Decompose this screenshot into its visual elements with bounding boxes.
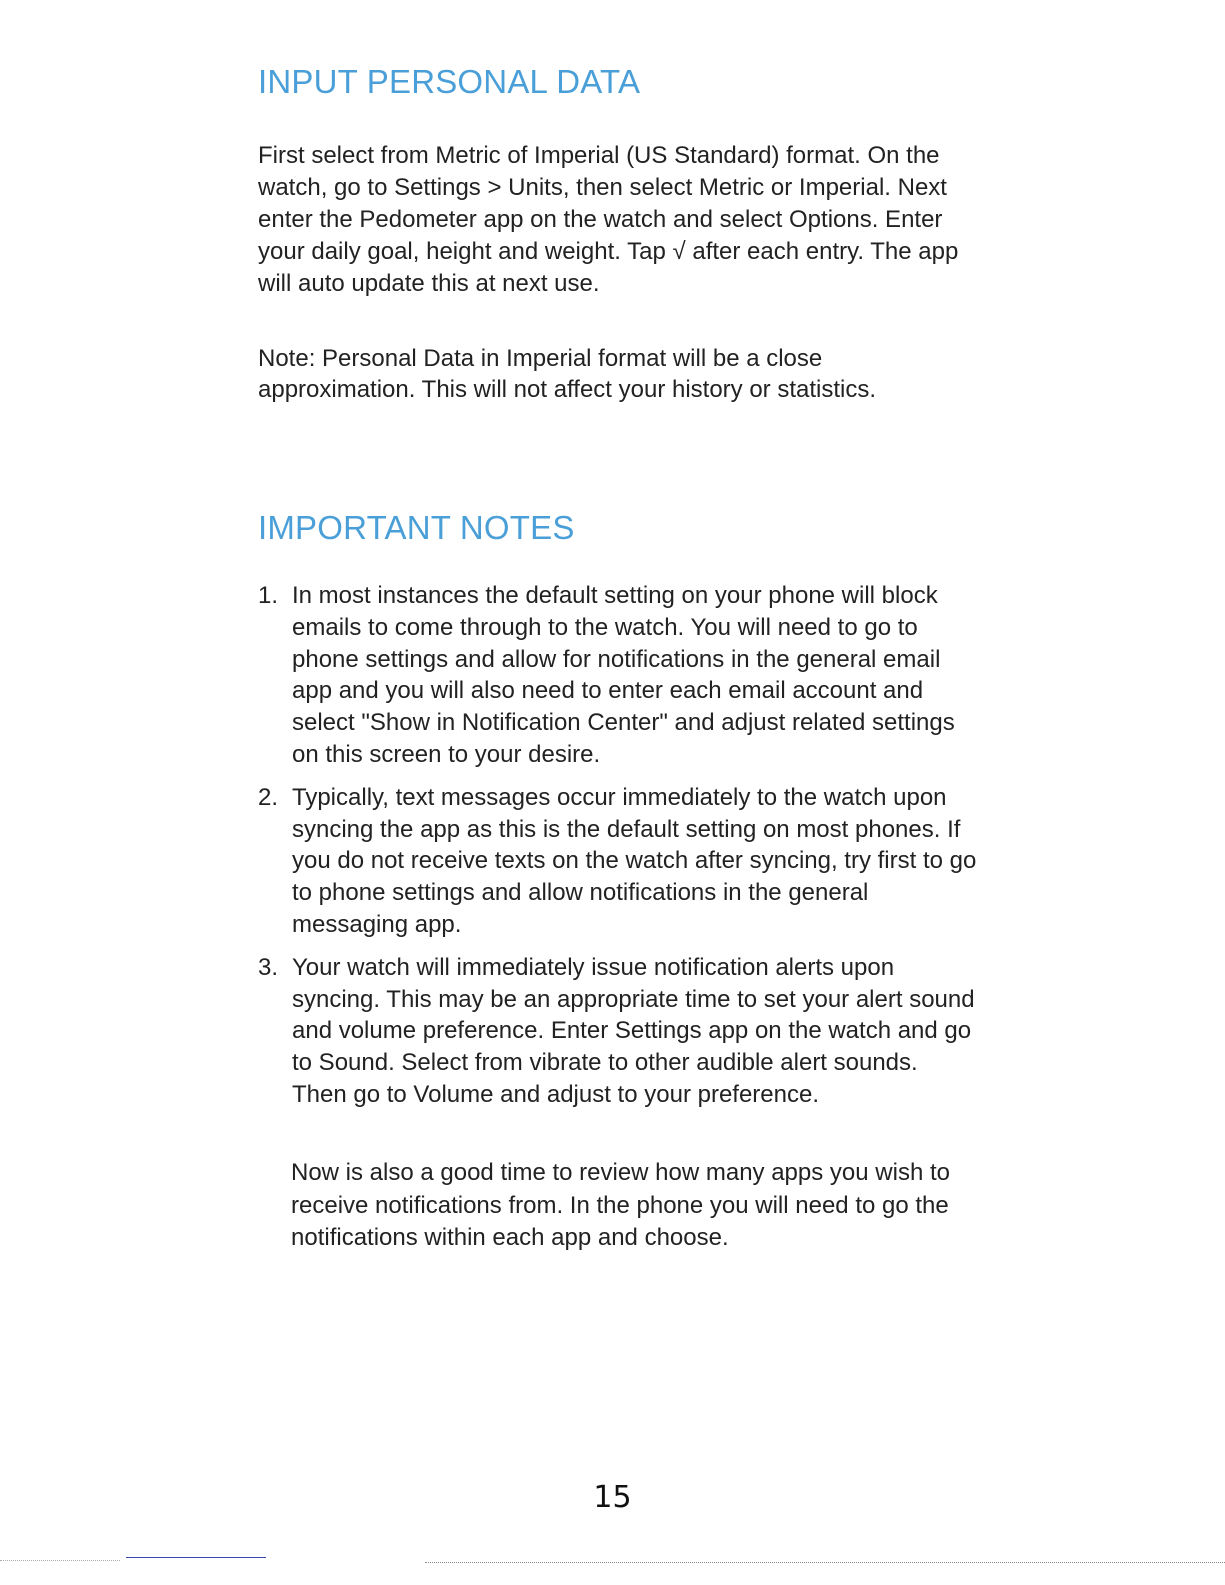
list-item [258, 952, 978, 1111]
list-item [258, 580, 978, 771]
personal-data-instructions: First select from Metric of Imperial (US Standard) format. On the watch, go to Settings > Units, then select Metric or Imperial. Next enter the Pedometer app on the watch and select Options. Enter your daily goal, height and weight. Tap √ after each entry. The app will auto update this at next use. [258, 142, 959, 297]
list-item-text: Your watch will immediately issue notification alerts upon syncing. This may be an appropriate time to set your alert sound and volume preference. Enter Settings app on the watch and go to Sound. Select from vibrate to other audible alert sounds. Then go to Volume and adjust to your preference. [292, 953, 975, 1108]
section-heading-personal-data: INPUT PERSONAL DATA [258, 63, 641, 100]
footer-divider-left [0, 1560, 120, 1561]
footer-divider-right [425, 1562, 1225, 1563]
list-item-number: 1. [258, 582, 279, 609]
footer-divider-accent [126, 1557, 266, 1558]
list-item [258, 782, 978, 941]
list-item-text: Typically, text messages occur immediately to the watch upon syncing the app as this is the default setting on most phones. If you do not receive texts on the watch after syncing, try first to go to phone settings and allow notifications in the general messaging app. [292, 783, 977, 938]
list-item-number: 2. [258, 783, 279, 811]
list-item-number: 3. [258, 953, 279, 981]
notifications-followup-paragraph: Now is also a good time to review how many apps you wish to receive notifications from. In the phone you will need to go the notifications within each app and choose. [291, 1159, 950, 1251]
important-notes-list [258, 580, 978, 1122]
list-item-text: In most instances the default setting on your phone will block emails to come through to the watch. You will need to go to phone settings and allow for notifications in the general email app and you will also need to enter each email account and select "Show in Notification Center" and adjust related settings on this screen to your desire. [292, 582, 955, 768]
section-heading-important-notes: IMPORTANT NOTES [258, 509, 575, 546]
page-number: 15 [593, 1480, 632, 1515]
personal-data-note: Note: Personal Data in Imperial format will be a close approximation. This will not affect your history or statistics. [258, 345, 877, 403]
